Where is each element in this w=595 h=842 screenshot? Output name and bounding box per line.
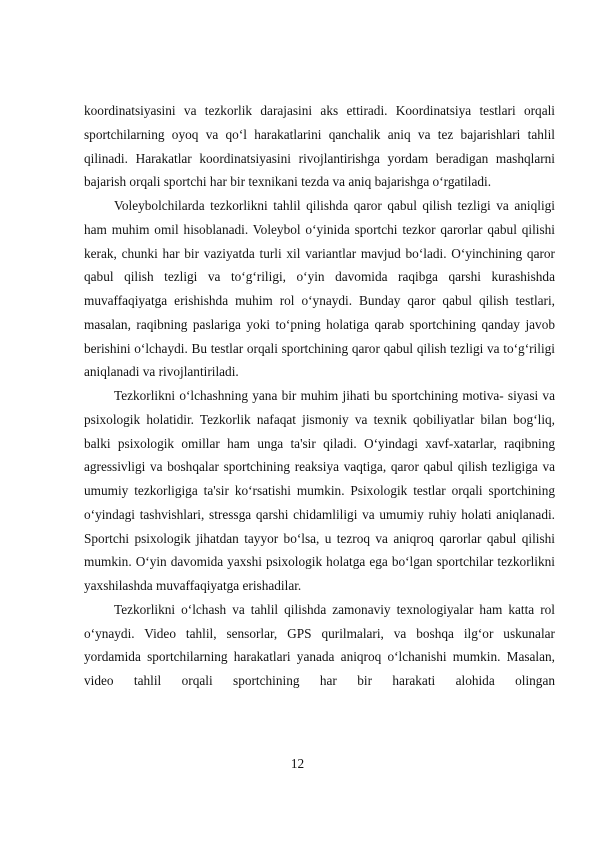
- paragraph-4: Tezkorlikni o‘lchash va tahlil qilishda zamonaviy texnologiyalar ham katta rol o‘ynaydi. Video tahlil, sensorlar, GPS qurilmalari, va boshqa ilg‘or uskunalar yordamida sportchilarning harakatlari yanada aniqroq o‘lchanishi mumkin. Masalan, video tahlil orqali sportchining har bir harakati alohida olingan: [84, 601, 555, 688]
- paragraph-1: koordinatsiyasini va tezkorlik darajasini aks ettiradi. Koordinatsiya testlari orqali sportchilarning oyoq va qo‘l harakatlarini qanchalik aniq va tez bajarishlari tahlil qilinadi. Harakatlar koordinatsiyasini rivojlantirishga yordam beradigan mashqlarni bajarish orqali sportchi har bir texnikani tezda va aniq bajarishga o‘rgatiladi.: [84, 103, 555, 190]
- page-number: 12: [290, 756, 305, 771]
- paragraph-3: Tezkorlikni o‘lchashning yana bir muhim jihati bu sportchining motiva- siyasi va psixologik holatidir. Tezkorlik nafaqat jismoniy va texnik qobiliyatlar bilan bog‘liq, balki psixologik omillar ham unga ta'sir qiladi. O‘yindagi xavf-xatarlar, raqibning agressivligi va boshqalar sportchining reaksiya vaqtiga, qaror qabul qilish tezligiga va umumiy tezkorligiga ta'sir ko‘rsatishi mumkin. Psixologik testlar orqali sportchining o‘yindagi tashvishlari, stressga qarshi chidamliligi va umumiy ruhiy holati aniqlanadi. Sportchi psixologik jihatdan tayyor bo‘lsa, u tezroq va aniqroq qarorlar qabul qilishi mumkin. O‘yin davomida yaxshi psixologik holatga ega bo‘lgan sportchilar tezkorlikni yaxshilashda muvaffaqiyatga erishadilar.: [84, 388, 555, 593]
- body-text: [84, 99, 555, 693]
- paragraph-2: Voleybolchilarda tezkorlikni tahlil qilishda qaror qabul qilish tezligi va aniqligi ham muhim omil hisoblanadi. Voleybol o‘yinida sportchi tezkor qarorlar qabul qilishi kerak, chunki har bir vaziyatda turli xil variantlar mavjud bo‘ladi. O‘yinchining qaror qabul qilish tezligi va to‘g‘riligi, o‘yin davomida raqibga qarshi kurashishda muvaffaqiyatga erishishda muhim rol o‘ynaydi. Bunday qaror qabul qilish testlari, masalan, raqibning paslariga yoki to‘pning holatiga qarab sportchining qanday javob berishini o‘lchaydi. Bu testlar orqali sportchining qaror qabul qilish tezligi va to‘g‘riligi aniqlanadi va rivojlantiriladi.: [84, 198, 555, 380]
